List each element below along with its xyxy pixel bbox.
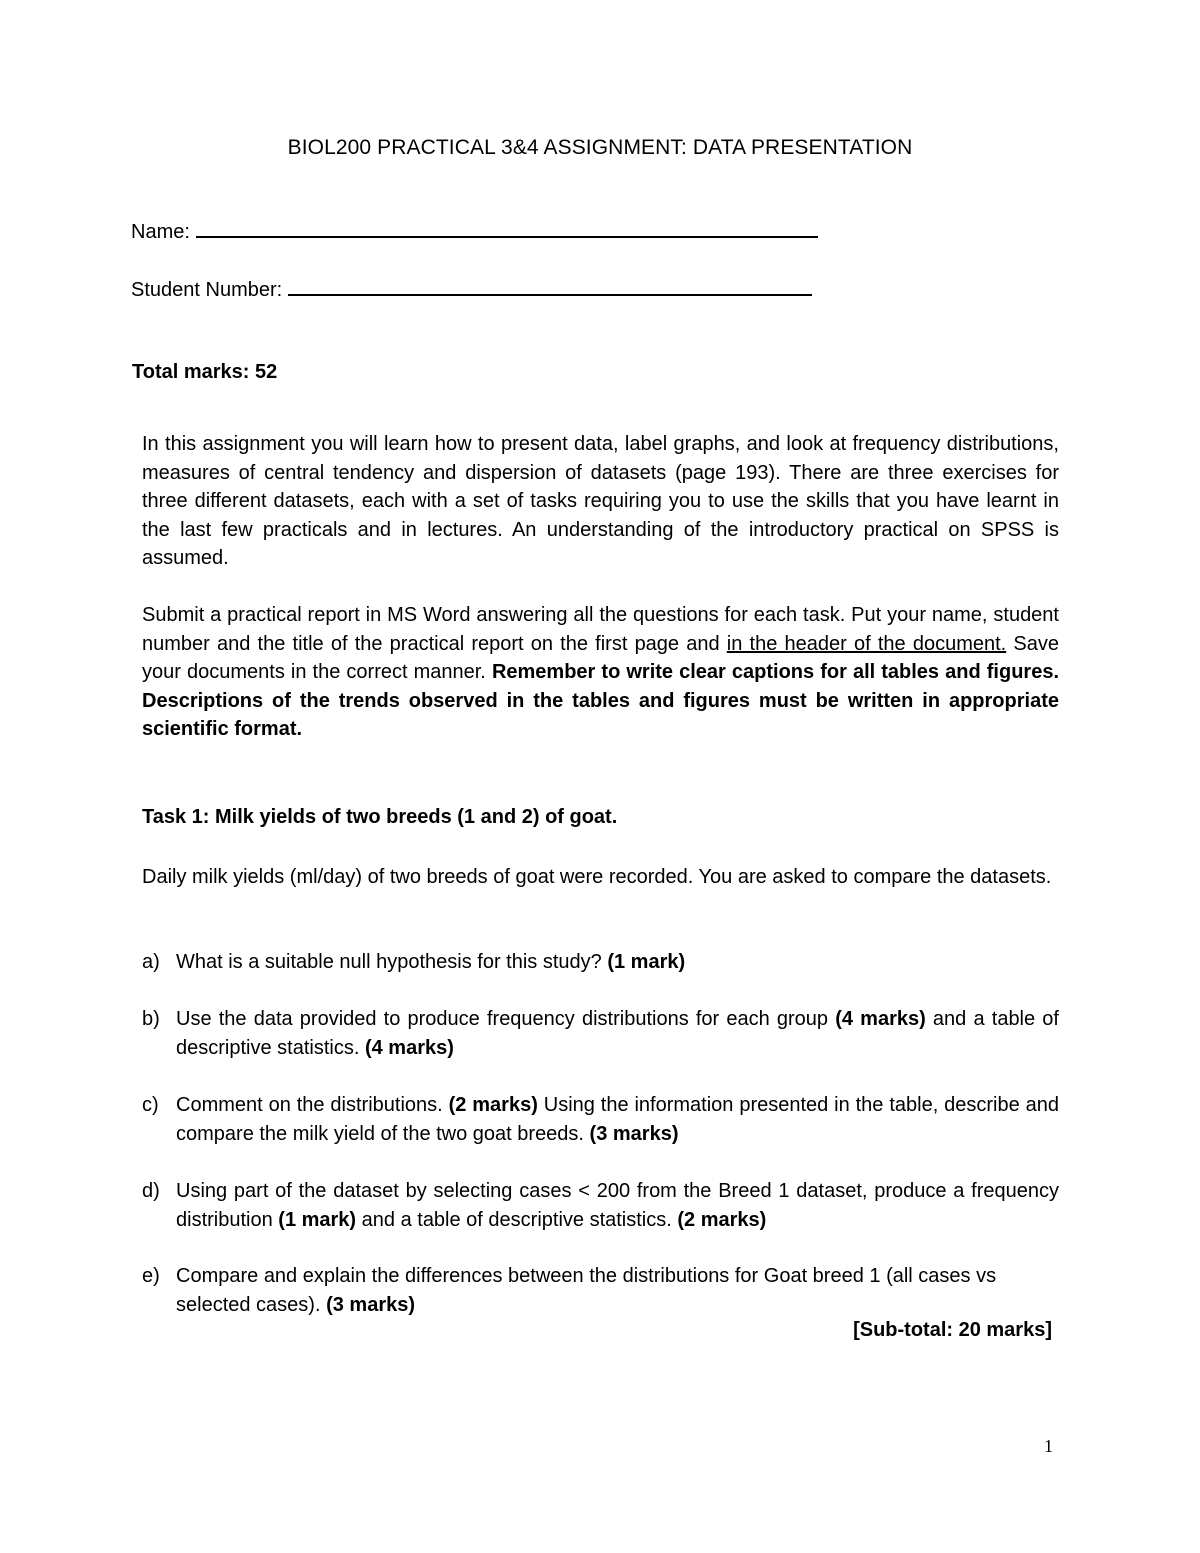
intro-paragraph: In this assignment you will learn how to present data, label graphs, and look at frequency distributions, measures of central tendency and dispersion of datasets (page 193). There are three exercises for three different datasets, each with a set of tasks requiring you to use the skills that you have learnt in the last few practicals and in lectures. An understanding of the introductory practical on SPSS is assumed. <box>142 433 1059 570</box>
question-label: b) <box>142 1008 160 1030</box>
submit-underlined-text: in the header of the document. <box>726 632 1007 655</box>
submit-paragraph <box>142 601 1059 744</box>
task1-title: Task 1: Milk yields of two breeds (1 and 2) of goat. <box>142 806 618 828</box>
question-b <box>142 1005 1059 1062</box>
name-label: Name: <box>131 221 190 243</box>
question-text-part: Comment on the distributions. <box>176 1094 449 1116</box>
total-marks: Total marks: 52 <box>132 361 278 383</box>
question-text-part: Using part of the dataset by selecting cases < 200 from the Breed 1 dataset, produce a frequency distribution <box>176 1180 1059 1231</box>
question-marks: (2 marks) <box>677 1208 767 1231</box>
question-marks: (2 marks) <box>448 1094 538 1116</box>
question-label: e) <box>142 1265 160 1287</box>
student-number-blank-line <box>288 275 812 296</box>
question-text-part: What is a suitable null hypothesis for this study? <box>176 951 608 973</box>
question-text-part: and a table of descriptive statistics. <box>176 1008 1059 1059</box>
question-a <box>142 948 1059 977</box>
question-text <box>176 1091 1059 1148</box>
student-number-field <box>131 275 812 302</box>
question-d <box>142 1177 1059 1234</box>
question-text-part: Compare and explain the differences between the distributions for Goat breed 1 (all cases vs selected cases). <box>176 1265 997 1316</box>
question-text <box>176 1005 1059 1062</box>
question-c <box>142 1091 1059 1148</box>
name-blank-line <box>196 217 818 238</box>
question-text <box>176 948 1059 977</box>
question-marks: (4 marks) <box>835 1008 926 1030</box>
question-text <box>176 1262 1046 1319</box>
task1-subtotal: [Sub-total: 20 marks] <box>853 1319 1052 1341</box>
submit-text-1: Submit a practical report in MS Word answering all the questions for each task. Put your name, student number and the title of the practical report on the first page and <box>142 604 1059 655</box>
question-text-part: and a table of descriptive statistics. <box>356 1208 678 1231</box>
question-text-part: Using the information presented in the table, describe and compare the milk yield of the two goat breeds. <box>176 1094 1059 1145</box>
question-text <box>176 1177 1059 1234</box>
question-marks: (3 marks) <box>589 1122 679 1145</box>
question-label: c) <box>142 1094 159 1116</box>
question-marks: (4 marks) <box>364 1036 454 1059</box>
question-e <box>142 1262 1059 1319</box>
name-field <box>131 217 818 244</box>
question-marks: (3 marks) <box>326 1293 416 1316</box>
question-text-part: Use the data provided to produce frequency distributions for each group <box>176 1008 836 1030</box>
task1-description: Daily milk yields (ml/day) of two breeds of goat were recorded. You are asked to compare the datasets. <box>142 866 1052 888</box>
submit-text-2: Save your documents in the correct manner. <box>142 632 1059 684</box>
question-marks: (1 mark) <box>278 1208 357 1231</box>
page-number: 1 <box>1044 1436 1053 1456</box>
document-title: BIOL200 PRACTICAL 3&4 ASSIGNMENT: DATA PRESENTATION <box>287 136 913 159</box>
submit-bold-text: Remember to write clear captions for all tables and figures. Descriptions of the trends observed in the tables and figures must be written in appropriate scientific format. <box>142 661 1059 741</box>
question-label: d) <box>142 1180 160 1202</box>
student-number-label: Student Number: <box>131 279 283 301</box>
question-label: a) <box>142 951 160 973</box>
question-marks: (1 mark) <box>607 951 686 973</box>
